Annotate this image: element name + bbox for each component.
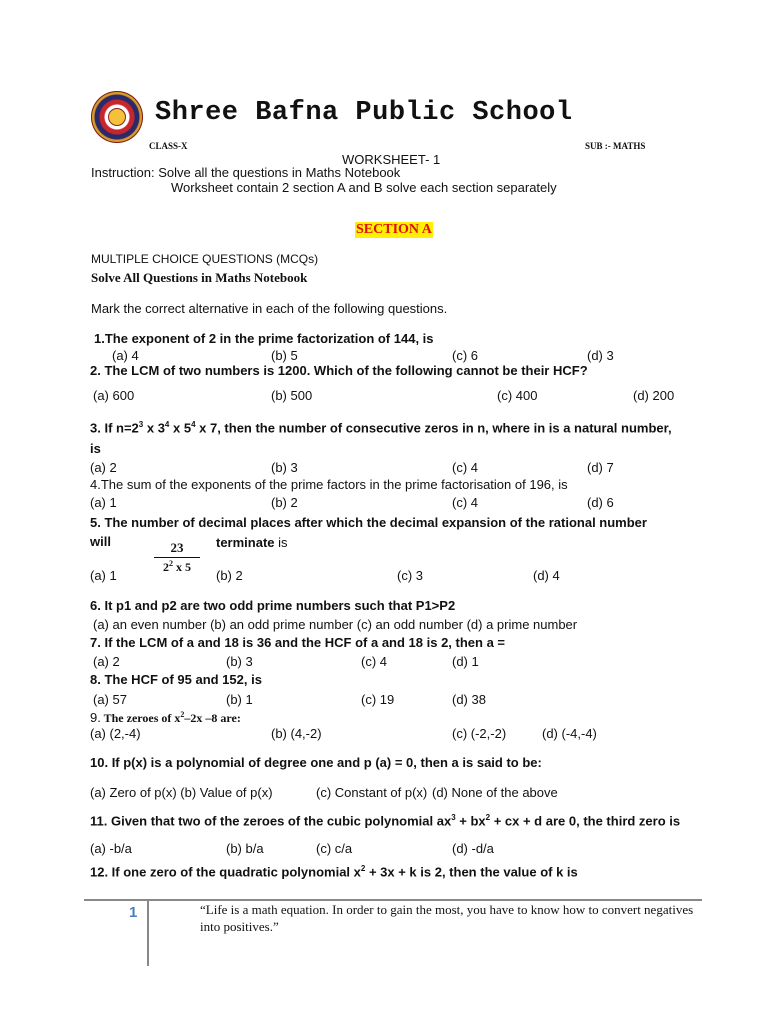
q5-option-b: (b) 2 xyxy=(216,568,243,583)
q6-options: (a) an even number (b) an odd prime number (c) an odd number (d) a prime number xyxy=(93,617,578,632)
q7-option-c: (c) 4 xyxy=(361,654,387,669)
q9-option-b: (b) (4,-2) xyxy=(271,726,322,741)
q11-option-d: (d) -d/a xyxy=(452,841,494,856)
question-9: 9. The zeroes of $x^2-2x$ –8 are: xyxy=(90,710,241,725)
q5-option-c: (c) 3 xyxy=(397,568,423,583)
q10-options-ab: (a) Zero of p(x) (b) Value of p(x) xyxy=(90,785,273,800)
q4-option-c: (c) 4 xyxy=(452,495,478,510)
footer-vertical-divider xyxy=(147,900,149,966)
section-a-heading: SECTION A xyxy=(356,222,432,237)
solve-all-heading: Solve All Questions in Maths Notebook xyxy=(91,270,308,285)
q9-option-d: (d) (-4,-4) xyxy=(542,726,597,741)
footer-quote: “Life is a math equation. In order to gain the most, you have to know how to convert negatives into positives.” xyxy=(200,902,694,934)
q2-option-c: (c) 400 xyxy=(497,388,538,403)
mcq-heading: MULTIPLE CHOICE QUESTIONS (MCQs) xyxy=(91,252,319,266)
q7-option-d: (d) 1 xyxy=(452,654,479,669)
q8-option-a: (a) 57 xyxy=(93,692,127,707)
q2-option-a: (a) 600 xyxy=(93,388,135,403)
question-3-continued: is xyxy=(90,441,101,456)
question-2: 2. The LCM of two numbers is 1200. Which of the following cannot be their HCF? xyxy=(90,363,588,378)
question-12: 12. If one zero of the quadratic polynomial $x^2 + 3x + k$ is 2, then the value of k is xyxy=(90,864,578,880)
q11-option-c: (c) c/a xyxy=(316,841,353,856)
instruction-line-1: Instruction: Solve all the questions in Maths Notebook xyxy=(91,165,401,180)
q4-option-a: (a) 1 xyxy=(90,495,117,510)
q5-option-a: (a) 1 xyxy=(90,568,117,583)
q3-option-c: (c) 4 xyxy=(452,460,478,475)
q10-option-d: (d) None of the above xyxy=(432,785,558,800)
q11-option-a: (a) -b/a xyxy=(90,841,132,856)
fraction-numerator: 23 xyxy=(154,540,200,558)
class-label: CLASS-X xyxy=(149,141,188,151)
fraction-denominator: $2^2$ x 5 xyxy=(163,559,191,574)
q7-option-b: (b) 3 xyxy=(226,654,253,669)
question-4: 4.The sum of the exponents of the prime factors in the prime factorisation of 196, is xyxy=(90,477,568,492)
q7-option-a: (a) 2 xyxy=(93,654,120,669)
q8-option-b: (b) 1 xyxy=(226,692,253,707)
page-number: 1 xyxy=(129,904,138,921)
question-6: 6. It p1 and p2 are two odd prime numbers such that P1>P2 xyxy=(90,598,456,613)
q1-option-d: (d) 3 xyxy=(587,348,614,363)
q4-option-b: (b) 2 xyxy=(271,495,298,510)
q11-option-b: (b) b/a xyxy=(226,841,264,856)
question-7: 7. If the LCM of a and 18 is 36 and the HCF of a and 18 is 2, then a = xyxy=(90,635,506,650)
question-1: 1.The exponent of 2 in the prime factorization of 144, is xyxy=(94,331,434,346)
mark-instruction: Mark the correct alternative in each of the following questions. xyxy=(91,301,448,316)
question-5: 5. The number of decimal places after which the decimal expansion of the rational number xyxy=(90,515,647,530)
question-5-will: will xyxy=(90,534,111,549)
q5-option-d: (d) 4 xyxy=(533,568,560,583)
q3-option-b: (b) 3 xyxy=(271,460,298,475)
subject-label: SUB :- MATHS xyxy=(585,141,646,151)
question-11: 11. Given that two of the zeroes of the cubic polynomial $ax^3 + bx^2$ + cx + d are 0, the third zero is xyxy=(90,813,681,829)
logo-emblem-icon xyxy=(108,108,126,126)
instruction-line-2: Worksheet contain 2 section A and B solve each section separately xyxy=(171,180,557,195)
fraction-23-over-2sq-x5 xyxy=(154,540,200,575)
q1-option-b: (b) 5 xyxy=(271,348,298,363)
q9-option-c: (c) (-2,-2) xyxy=(452,726,507,741)
q3-option-d: (d) 7 xyxy=(587,460,614,475)
q8-option-c: (c) 19 xyxy=(361,692,395,707)
school-logo xyxy=(91,91,143,143)
question-10: 10. If p(x) is a polynomial of degree one and p (a) = 0, then a is said to be: xyxy=(90,755,542,770)
question-3: 3. If $n=2^3$ x $3^4$ x $5^4$ x 7, then the number of consecutive zeros in n, where in is a natural number, xyxy=(90,420,672,436)
question-8: 8. The HCF of 95 and 152, is xyxy=(90,672,262,687)
q3-option-a: (a) 2 xyxy=(90,460,117,475)
q10-option-c: (c) Constant of p(x) xyxy=(316,785,428,800)
q1-option-c: (c) 6 xyxy=(452,348,478,363)
q9-option-a: (a) (2,-4) xyxy=(90,726,141,741)
q1-option-a: (a) 4 xyxy=(112,348,139,363)
school-name: Shree Bafna Public School xyxy=(155,98,573,128)
q2-option-b: (b) 500 xyxy=(271,388,313,403)
worksheet-title: WORKSHEET- 1 xyxy=(342,152,441,167)
q4-option-d: (d) 6 xyxy=(587,495,614,510)
q2-option-d: (d) 200 xyxy=(633,388,675,403)
question-5-terminate: terminate is xyxy=(216,535,288,550)
q8-option-d: (d) 38 xyxy=(452,692,486,707)
